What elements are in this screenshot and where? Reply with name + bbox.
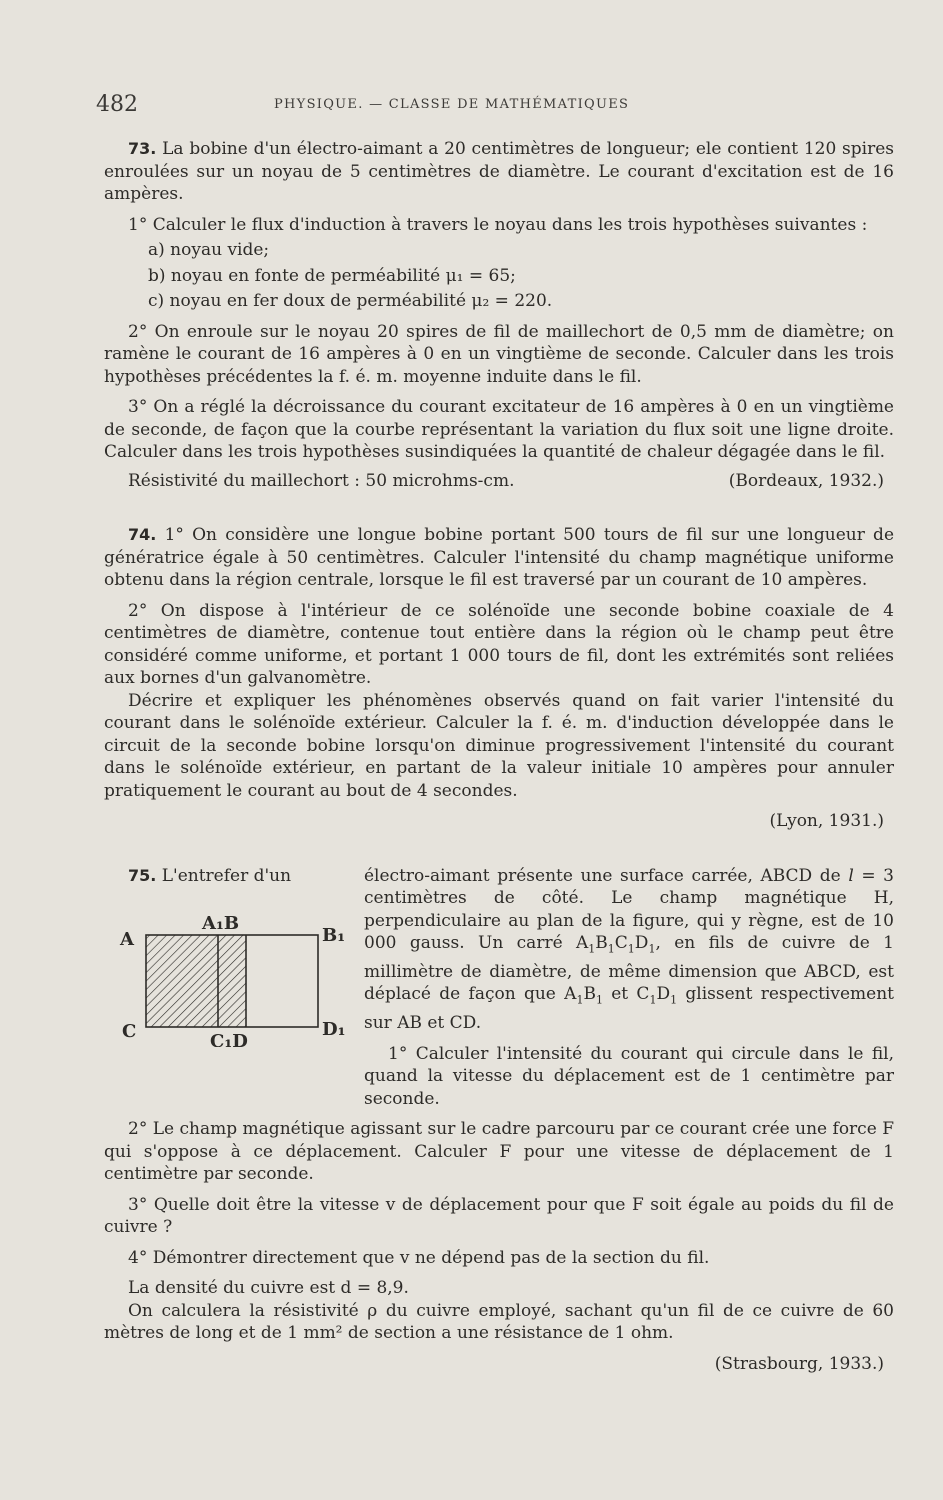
question-3: 3° On a réglé la décroissance du courant excitateur de 16 ampères à 0 en un vingtième de seconde, de façon que la courbe représentant la variation du flux soit une ligne droite. Calculer dans les trois hypothèses susindiquées la quantité de chaleur dégagée dans le fil. [104,397,894,462]
hatched-region [146,935,246,1027]
question-1: 1° Calculer l'intensité du courant qui circule dans le fil, quand la vitesse du déplacement est de 1 centimètre par seconde. [364,1043,894,1109]
label-d1: D₁ [322,1019,346,1040]
problem-number: 74. [128,525,157,544]
hypothesis-b: b) noyau en fonte de perméabilité μ₁ = 65; [148,265,516,286]
label-b1: B₁ [322,925,346,946]
running-title: PHYSIQUE. — CLASSE DE MATHÉMATIQUES [274,97,630,112]
hypothesis-c: c) noyau en fer doux de perméabilité μ₂ = 220. [148,291,553,311]
problem-73 [104,138,894,492]
problem-75 [104,865,894,1376]
density-note: La densité du cuivre est d = 8,9. [128,1278,409,1299]
question-3: Décrire et expliquer les phénomènes observés quand on fait varier l'intensité du courant dans le solénoïde extérieur. Calculer la f. é. m. d'induction développée dans le circuit de la seconde bobine lorsqu'on diminue progressivement l'intensité du courant dans le solénoïde extérieur, en partant de la valeur initiale 10 ampères pour annuler pratiquement le courant au bout de 4 secondes. [104,690,894,801]
label-a1b: A₁B [202,913,240,934]
question-2: 2° Le champ magnétique agissant sur le cadre parcouru par ce courant crée une force F qui s'oppose à ce déplacement. Calculer F pour une vitesse de déplacement de 1 centimètre par seconde. [104,1119,894,1185]
question-2: 2° On dispose à l'intérieur de ce solénoïde une seconde bobine coaxiale de 4 centimètres de diamètre, contenue tout entière dans la région où le champ peut être considéré comme uniforme, et portant 1 000 tours de fil, dont les extrémités sont reliées aux bornes d'un galvanomètre. [104,600,894,688]
question-3: 3° Quelle doit être la vitesse v de déplacement pour que F soit égale au poids du fil de cuivre ? [104,1194,894,1238]
question-4: 4° Démontrer directement que v ne dépend pas de la section du fil. [128,1247,710,1268]
label-a: A [120,929,134,950]
figure-side-text: électro-aimant présente une surface carrée, ABCD de l = 3 centimètres de côté. Le champ magnétique H, perpendiculaire au plan de la figure, qui y règne, est de 10 000 gauss. Un carré $A_1B_1C_1D_1$, en fils de cuivre de 1 millimètre de diamètre, de même dimension que ABCD, est déplacé de façon que $A_1B_1$ et $C_1D_1$ glissent respectivement sur AB et CD. 1° Calculer l'intensité du courant qui circule dans le fil, quand la vitesse du déplacement est de 1 centimètre par seconde. [364,865,894,1109]
rectangle-figure [104,887,364,1047]
figure-text-wrap [104,865,894,1111]
source-citation: (Strasbourg, 1933.) [714,1353,884,1374]
problem-number: 73. [128,139,157,158]
problem-74 [104,524,894,833]
question-2: 2° On enroule sur le noyau 20 spires de fil de maillechort de 0,5 mm de diamètre; on ramène le courant de 16 ampères à 0 en un vingtième de seconde. Calculer dans les trois hypothèses précédentes la f. é. m. moyenne induite dans le fil. [104,321,894,387]
resistivity-note: On calculera la résistivité ρ du cuivre employé, sachant qu'un fil de ce cuivre de 60 mètres de long et de 1 mm² de section a une résistance de 1 ohm. [104,1300,894,1344]
resistivity-note: Résistivité du maillechort : 50 microhms-cm. [128,470,515,491]
question-1: 1° Calculer le flux d'induction à travers le noyau dans les trois hypothèses suivantes : [128,214,868,235]
resistivity-source-line [104,470,894,493]
label-c: C [122,1021,137,1042]
source-citation: (Lyon, 1931.) [769,811,884,831]
question-1: 1° On considère une longue bobine portant 500 tours de fil sur une longueur de génératrice égale à 50 centimètres. Calculer l'intensité du champ magnétique uniforme obtenu dans la région centrale, lorsque le fil est traversé par un courant de 10 ampères. [104,525,895,590]
page-header [96,92,896,122]
page-number: 482 [96,92,138,117]
hypothesis-a: a) noyau vide; [148,240,270,260]
source-citation: (Bordeaux, 1932.) [728,470,884,491]
label-c1d: C₁D [210,1031,248,1047]
problem-intro: La bobine d'un électro-aimant a 20 centimètres de longueur; ele contient 120 spires enroulées sur un noyau de 5 centimètres de diamètre. Le courant d'excitation est de 16 ampères. [104,139,894,204]
page-content [104,138,894,1375]
figure-area: 75. L'entrefer d'un A A₁B B₁ C C₁D D₁ [104,865,364,1111]
problem-number: 75. [128,865,157,885]
